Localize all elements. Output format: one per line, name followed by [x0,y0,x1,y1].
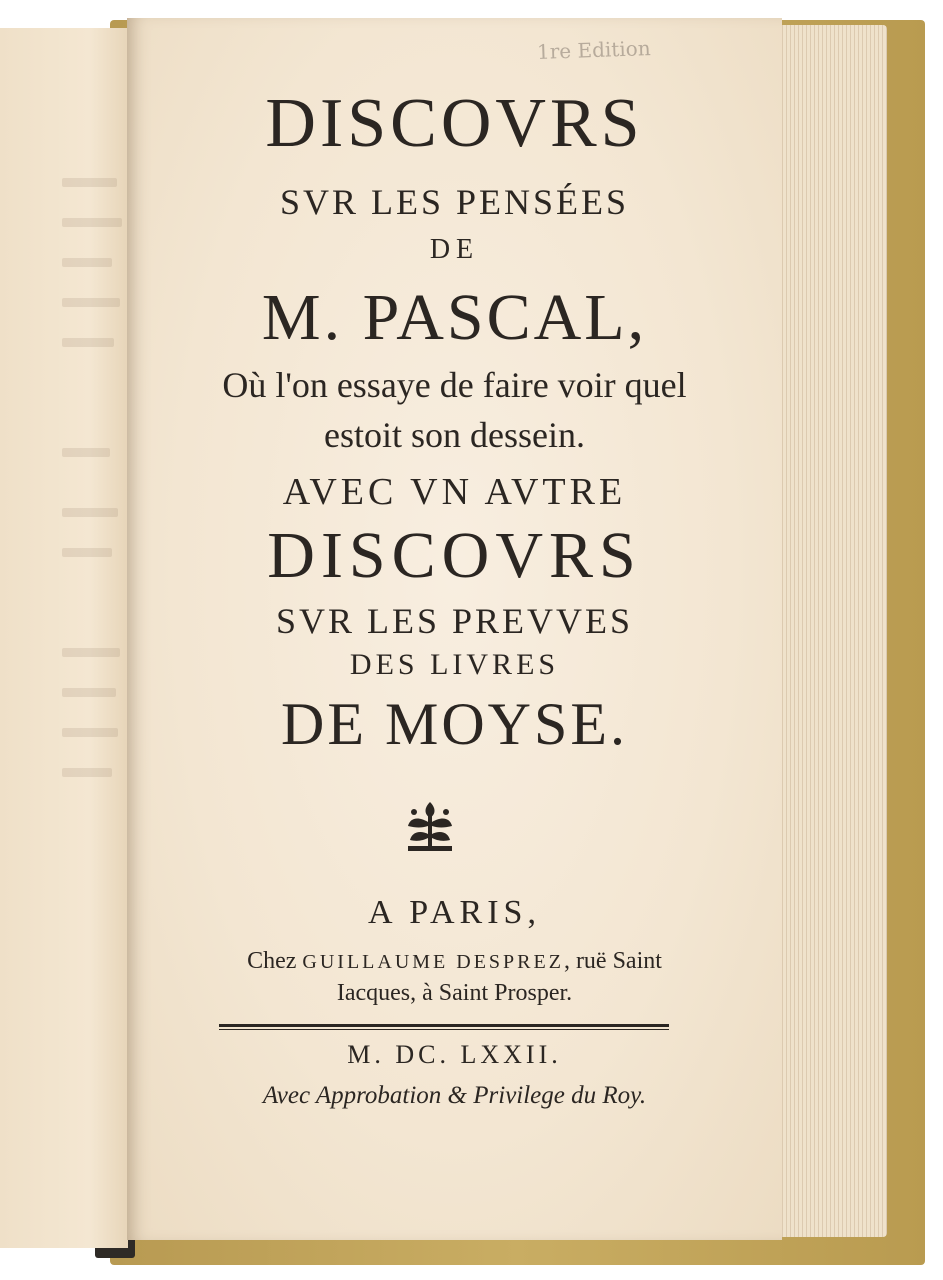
bleed-through-text [62,448,110,457]
title-avec-un-autre: AVEC VN AVTRE [282,471,627,513]
imprint-address: Iacques, à Saint Prosper. [336,980,573,1006]
imprint-place: A PARIS, [368,894,541,931]
publisher-prefix: Chez [247,948,303,974]
title-page [127,18,782,1240]
imprint-rule [219,1024,669,1030]
bleed-through-text [62,298,120,307]
bleed-through-text [62,508,118,517]
title-sur-les-preuves: SVR LES PREVVES [275,601,634,641]
imprint-privilege: Avec Approbation & Privilege du Roy. [262,1082,647,1109]
title-discours: DISCOVRS [265,85,644,162]
page-fore-edge [775,25,887,1237]
bleed-through-text [62,728,118,737]
pencil-annotation: 1re Edition [536,36,652,64]
left-page [0,28,128,1248]
bleed-through-text [62,338,114,347]
title-de-moyse: DE MOYSE. [280,691,628,757]
subtitle-line-2: estoit son dessein. [324,415,585,455]
title-m-pascal: M. PASCAL, [261,281,648,354]
bleed-through-text [62,258,112,267]
title-des-livres: DES LIVRES [349,648,560,681]
bleed-through-text [62,178,117,187]
bleed-through-text [62,688,116,697]
bleed-through-text [62,218,122,227]
subtitle-line-1: Où l'on essaye de faire voir quel [222,365,687,405]
publisher-name: GUILLAUME DESPREZ [302,951,564,973]
title-de: DE [429,234,480,265]
title-page-content [127,18,782,1240]
imprint-year: M. DC. LXXII. [347,1040,562,1069]
title-discours-2: DISCOVRS [267,519,642,592]
bleed-through-text [62,768,112,777]
imprint-publisher [127,948,782,975]
bleed-through-text [62,548,112,557]
publisher-suffix: , ruë Saint [563,948,662,974]
title-sur-les-pensees: SVR LES PENSÉES [279,182,630,222]
bleed-through-text [62,648,120,657]
printers-ornament-icon [400,798,460,856]
